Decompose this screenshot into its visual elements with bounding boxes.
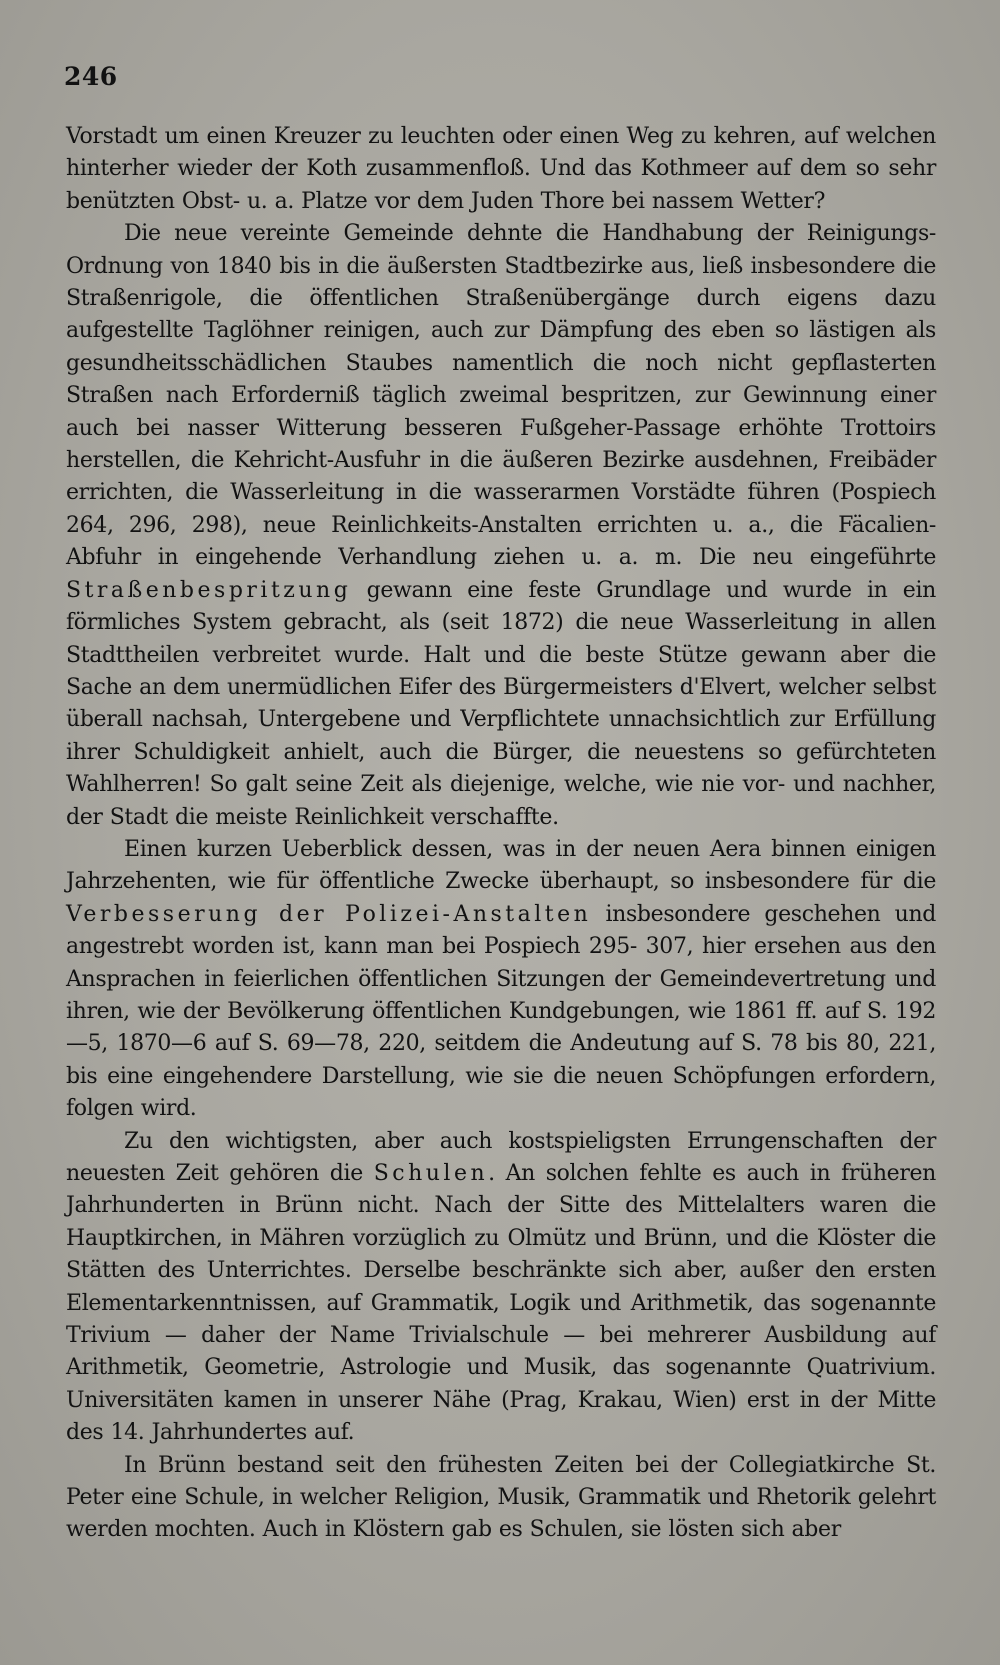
paragraph-text: . An solchen fehlte es auch in früheren Jahrhunderten in Brünn nicht. Nach der Sitte des Mittelalters waren die Hauptkirchen, in Mähren vorzüglich zu Olmütz und Brünn, und die Klöster die Stätten des Unterrichtes. Derselbe beschränkte sich aber, außer den ersten Elementarkenntnissen, auf Grammatik, Logik und Arithmetik, das sogenannte Trivium — daher der Name Trivialschule — bei mehrerer Ausbildung auf Arithmetik, Geometrie, Astrologie und Musik, das sogenannte Quatrivium. Universitäten kamen in unserer Nähe (Prag, Krakau, Wien) erst in der Mitte des 14. Jahrhundertes auf. xyxy=(66,1161,936,1446)
paragraph-text: Einen kurzen Ueberblick dessen, was in der neuen Aera binnen einigen Jahrzehenten, wie für öffentliche Zwecke überhaupt, so insbesondere für die xyxy=(66,836,936,895)
emphasized-term: Schulen xyxy=(373,1161,489,1186)
paragraph-text: In Brünn bestand seit den frühesten Zeiten bei der Collegiatkirche St. Peter eine Schule, in welcher Religion, Musik, Grammatik und Rhetorik gelehrt werden mochten. Auch in Klöstern gab es Schulen, sie lösten sich aber xyxy=(66,1452,936,1543)
paragraph-police-overview xyxy=(66,834,936,1126)
paragraph-text: Vorstadt um einen Kreuzer zu leuchten oder einen Weg zu kehren, auf welchen hinterher wieder der Koth zusammenfloß. Und das Kothmeer auf dem so sehr benützten Obst- u. a. Platze vor dem Juden Thore bei nassem Wetter? xyxy=(66,124,936,214)
paragraph-text: insbesondere geschehen und angestrebt worden ist, kann man bei Pospiech 295- 307, hier ersehen aus den Ansprachen in feierlichen öffentlichen Sitzungen der Gemeindevertretung und ihren, wie der Bevölkerung öffentlichen Kundgebungen, wie 1861 ff. auf S. 192—5, 1870—6 auf S. 69—78, 220, seitdem die Andeutung auf S. 78 bis 80, 221, bis eine eingehendere Darstellung, wie sie die neuen Schöpfungen erfordern, folgen wird. xyxy=(66,901,937,1122)
page-number: 246 xyxy=(64,62,118,91)
body-text xyxy=(66,121,936,1547)
paragraph-bruenn-schools xyxy=(66,1450,936,1547)
paragraph-text: Die neue vereinte Gemeinde dehnte die Handhabung der Reinigungs-Ordnung von 1840 bis in die äußersten Stadtbezirke aus, ließ insbesondere die Straßenrigole, die öffentlichen Straßenübergänge durch eigens dazu aufgestellte Taglöhner reinigen, auch zur Dämpfung des eben so lästigen als gesundheitsschädlichen Staubes namentlich die noch nicht gepflasterten Straßen nach Erforderniß täglich zweimal bespritzen, zur Gewinnung einer auch bei nasser Witterung besseren Fußgeher-Passage erhöhte Trottoirs herstellen, die Kehricht-Ausfuhr in die äußeren Bezirke ausdehnen, Freibäder errichten, die Wasserleitung in die wasserarmen Vorstädte führen (Pospiech 264, 296, 298), neue Reinlichkeits-Anstalten errichten u. a., die Fäcalien-Abfuhr in eingehende Verhandlung ziehen u. a. m. Die neu eingeführte xyxy=(66,221,936,571)
emphasized-term: Straßenbespritzung xyxy=(66,577,352,603)
emphasized-term: Verbesserung der Polizei-Anstalten xyxy=(66,901,592,927)
paragraph-continuation xyxy=(66,121,936,218)
paragraph-text: gewann eine feste Grundlage und wurde in ein förmliches System gebracht, als (seit 1872) die neue Wasserleitung in allen Stadttheilen verbreitet wurde. Halt und die beste Stütze gewann aber die Sache an dem unermüdlichen Eifer des Bürgermeisters d'Elvert, welcher selbst überall nachsah, Untergebene und Verpflichtete unnachsichtlich zur Erfüllung ihrer Schuldigkeit anhielt, auch die Bürger, die neuestens so gefürchteten Wahlherren! So galt seine Zeit als diejenige, welche, wie nie vor- und nachher, der Stadt die meiste Reinlichkeit verschaffte. xyxy=(66,577,936,830)
paragraph-schools xyxy=(66,1126,936,1450)
paragraph-text: Zu den wichtigsten, aber auch kostspieligsten Errungenschaften der neuesten Zeit gehören die xyxy=(66,1128,936,1186)
paragraph-street-cleaning xyxy=(66,218,936,834)
